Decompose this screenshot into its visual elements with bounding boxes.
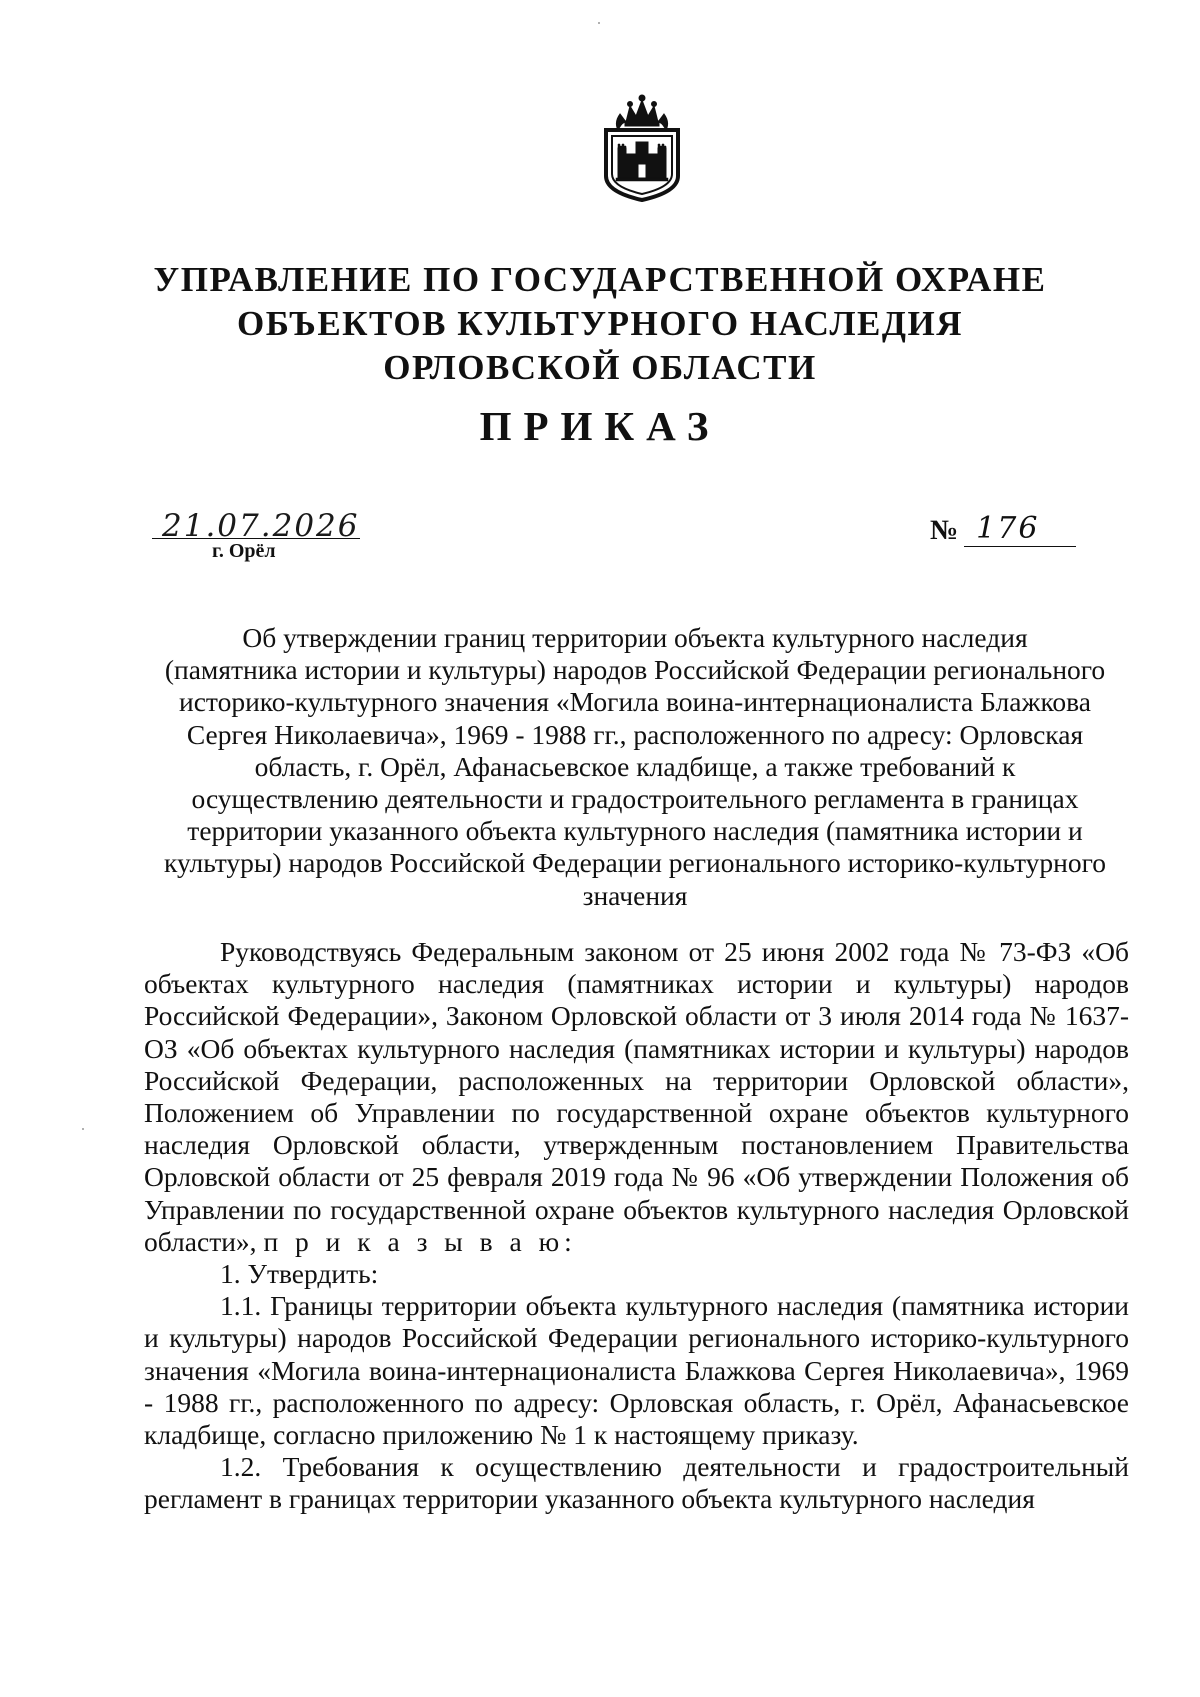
scan-speck [598,22,600,24]
number-block [930,512,1076,547]
order-subject [135,622,1135,912]
order-word: п р и к а з ы в а ю: [263,1225,577,1257]
subject-line: значения [582,879,688,911]
number-sign: № [930,515,959,546]
coat-of-arms-emblem [596,92,688,204]
item-1-2: 1.2. Требования к осуществлению деятельности и градостроительный регламент в границах территории указанного объекта культурного наследия [144,1451,1129,1515]
subject-line: Об утверждении границ территории объекта культурного наследия [242,622,1028,653]
subject-line: культуры) народов Российской Федерации регионального историко-культурного [164,847,1106,879]
subject-line: историко-культурного значения «Могила воина-интернационалиста Блажкова [179,686,1091,718]
subject-line: территории указанного объекта культурного наследия (памятника истории и [187,815,1083,847]
handwritten-number: 176 [964,512,1076,547]
preamble-text: Руководствуясь Федеральным законом от 25 июня 2002 года № 73-ФЗ «Об объектах культурного наследия (памятниках истории и культуры) народов Российской Федерации», Законом Орловской области от 3 июля 2014 года № 1637-ОЗ «Об объектах культурного наследия (памятниках истории и культуры) народов Российской Федерации, расположенных на территории Орловской области», Положением об Управлении по государственной охране объектов культурного наследия Орловской области, утвержденным постановлением Правительства Орловской области от 25 февраля 2019 года № 96 «Об утверждении Положения об Управлении по государственной охране объектов культурного наследия Орловской области», [144,936,1129,1257]
organization-line-1: УПРАВЛЕНИЕ ПО ГОСУДАРСТВЕННОЙ ОХРАНЕ [153,260,1047,299]
subject-line: Сергея Николаевича», 1969 - 1988 гг., расположенного по адресу: Орловская [186,718,1084,750]
organization-line-2: ОБЪЕКТОВ КУЛЬТУРНОГО НАСЛЕДИЯ [237,304,963,343]
handwritten-date: 21.07.2026 [162,508,360,544]
item-1: 1. Утвердить: [220,1258,379,1290]
organization-name [120,258,1080,390]
organization-line-3: ОРЛОВСКОЙ ОБЛАСТИ [383,348,817,387]
subject-line: осуществлению деятельности и градостроительного регламента в границах [191,783,1079,815]
preamble-paragraph [144,936,1129,1258]
subject-line: область, г. Орёл, Афанасьевское кладбище, а также требований к [254,750,1016,782]
subject-line: (памятника истории и культуры) народов Российской Федерации регионального [164,654,1106,686]
scan-speck [82,1128,84,1130]
date-block [152,510,360,563]
item-1-1: 1.1. Границы территории объекта культурного наследия (памятника истории и культуры) народов Российской Федерации регионального историко-культурного значения «Могила воина-интернационалиста Блажкова Сергея Николаевича», 1969 - 1988 гг., расположенного по адресу: Орловская область, г. Орёл, Афанасьевское кладбище, согласно приложению № 1 к настоящему приказу. [144,1290,1129,1451]
city-label: г. Орёл [212,540,276,562]
document-type-title: ПРИКАЗ [479,403,721,449]
order-body [144,936,1129,1516]
